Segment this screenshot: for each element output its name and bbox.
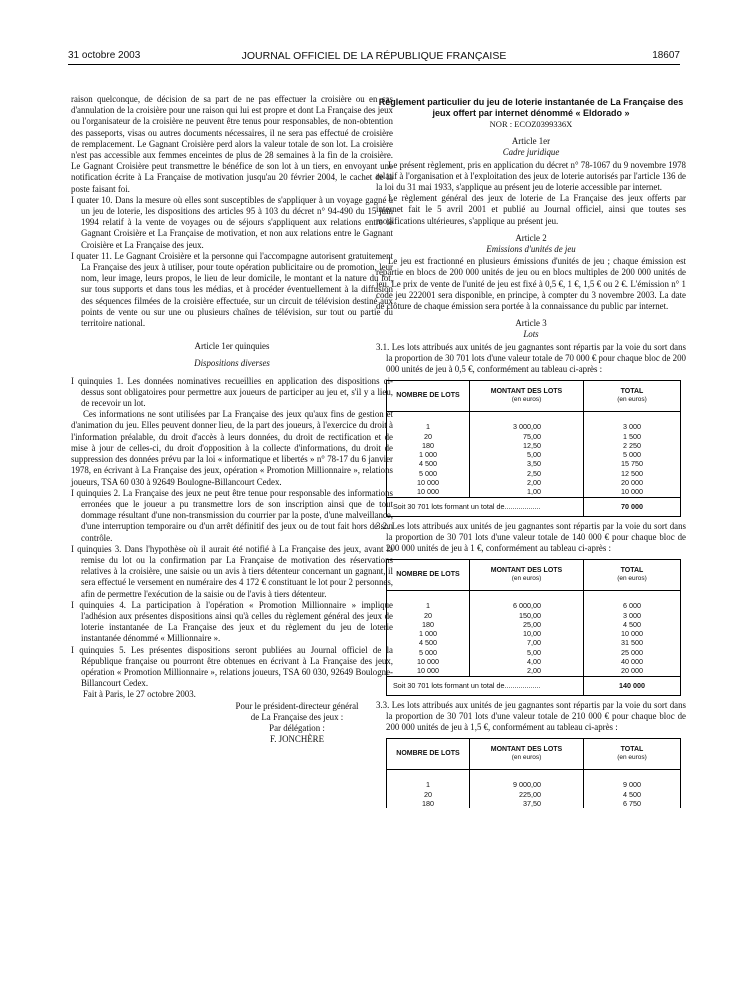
table-row: 180 37,50 6 750 [387, 799, 681, 808]
regulation-title: Règlement particulier du jeu de loterie instantanée de La Française des jeux offert par internet dénommé « Eldorado » [378, 97, 684, 118]
column-header: NOMBRE DE LOTS [387, 739, 470, 770]
lots-table-2 [386, 559, 681, 695]
paragraph: I quinquies 3. Dans l'hypothèse où il aurait été notifié à La Française des jeux, avant la remise du lot ou la confirmation par La Française de motivation des réservations relatives à la croisière, une saisie ou un avis à tiers détenteur concernant un gagnant, il sera effectué le versement en numéraire des 4 172 € constituant le lot pour 2 personnes, afin de permettre l'exécution de la saisie ou de l'avis à tiers détenteur. [71, 543, 393, 599]
table-row: 10 000 2,00 20 000 [387, 478, 681, 487]
table-row: 1 000 10,00 10 000 [387, 629, 681, 638]
column-header: NOMBRE DE LOTS [387, 560, 470, 591]
table-row: 180 12,50 2 250 [387, 441, 681, 450]
paragraph: I quater 11. Le Gagnant Croisière et la personne qui l'accompagne autorisent gratuitement La Française des jeux à utiliser, pour toute opération publicitaire ou de promotion, leur nom, leur image, leurs propos, le lieu de leur domicile, le montant et la nature du lot, sur tous supports et dans tous les médias, et à procéder éventuellement à la diffusion des séquences filmées de la croisière effectuée, sur un circuit de télévision destiné aux points de vente ou sur une ou plusieurs chaînes de télévision, sur tout ou partie du territoire national. [71, 250, 393, 329]
signature-line: de La Française des jeux : [250, 711, 344, 722]
table-row: 1 000 5,00 5 000 [387, 450, 681, 459]
table-row: 20 75,00 1 500 [387, 432, 681, 441]
article-title: Article 1er quinquies [194, 341, 270, 352]
paragraph: 3.3. Les lots attribués aux unités de jeu gagnantes sont répartis par la voie du sort dans la proportion de 30 701 lots d'une valeur totale de 210 000 € pour chaque bloc de 200 000 unités de jeu à 1,5 €, conformément au tableau ci-après : [376, 699, 686, 733]
signature-place-date: Fait à Paris, le 27 octobre 2003. [83, 689, 196, 700]
table-row: 180 25,00 4 500 [387, 620, 681, 629]
signatory-name: F. JONCHÈRE [269, 734, 325, 745]
column-header: MONTANT DES LOTS (en euros) [470, 381, 584, 412]
left-column [71, 94, 393, 745]
paragraph: 3.1. Les lots attribués aux unités de jeu gagnantes sont répartis par la voie du sort dans la proportion de 30 701 lots d'une valeur totale de 70 000 € pour chaque bloc de 200 000 unités de jeu à 0,5 €, conformément au tableau ci-après : [376, 341, 686, 375]
table-total-row: Soit 30 701 lots formant un total de.................. 140 000 [387, 676, 681, 695]
right-column [376, 97, 686, 812]
article-subtitle: Dispositions diverses [194, 358, 270, 369]
table-row: 20 225,00 4 500 [387, 790, 681, 799]
table-row: 1 3 000,00 3 000 [387, 412, 681, 432]
paragraph: I quinquies 2. La Française des jeux ne peut être tenue pour responsable des informations erronées que le joueur a pu transmettre lors de son inscription ainsi que de tout dommage résultant d'une non-transmission du courrier par la poste, d'une malveillance, d'une interruption temporaire ou d'un arrêt définitif des jeux ou de tout fait hors de son contrôle. [71, 487, 393, 543]
header-journal-title: JOURNAL OFFICIEL DE LA RÉPUBLIQUE FRANÇAISE [241, 50, 507, 62]
paragraph: Le jeu est fractionné en plusieurs émissions d'unités de jeu ; chaque émission est répartie en blocs de 200 000 unités de jeu ou en blocs multiples de 200 000 unités de jeu. Le prix de vente de l'unité de jeu est fixé à 0,5 €, 1 €, 1,5 € ou 2 €. L'émission n° 1 code jeu 222001 sera disponible, en principe, à compter du 3 novembre 2003. La date de clôture de chaque émission sera portée à la connaissance du public par internet. [376, 256, 686, 312]
column-header: MONTANT DES LOTS (en euros) [470, 560, 584, 591]
article-title: Article 1er [511, 136, 551, 147]
paragraph: raison quelconque, de décision de sa part de ne pas effectuer la croisière ou en cas d'annulation de la croisière pour une raison qui lui est propre et dont La Française des jeux ou l'organisateur de la croisière ne peuvent être tenus pour responsables, de non-obtention des passeports, visas ou autres documents nécessaires, il ne sera pas effectué de croisière de remplacement. Le Gagnant Croisière perd alors la valeur totale de son lot. La croisière n'est pas accessible aux femmes enceintes de plus de 28 semaines à la fin de la croisière. Le Gagnant Croisière peut transmettre le bénéfice de son lot à un tiers, en envoyant une notification écrite à La Française de motivation jusqu'au 20 février 2004, le cachet de la poste faisant foi. [71, 94, 393, 194]
lots-table-1 [386, 380, 681, 516]
nor-reference: NOR : ECOZ0399336X [489, 119, 573, 129]
header-date: 31 octobre 2003 [68, 50, 141, 61]
table-row: 5 000 5,00 25 000 [387, 648, 681, 657]
paragraph: Le présent règlement, pris en application du décret n° 78-1067 du 9 novembre 1978 relatif à l'organisation et à l'exploitation des jeux de loterie autorisés par l'article 136 de la loi du 31 mai 1933, s'applique au présent jeu de loterie accessible par internet. [376, 159, 686, 193]
page-header [68, 50, 680, 64]
table-row: 5 000 2,50 12 500 [387, 469, 681, 478]
table-row: 1 9 000,00 9 000 [387, 770, 681, 790]
article-title: Article 2 [515, 232, 547, 243]
table-row: 4 500 3,50 15 750 [387, 459, 681, 468]
article-title: Article 3 [515, 318, 547, 329]
paragraph: Le règlement général des jeux de loterie de La Française des jeux offerts par internet fait le 5 avril 2001 et publié au Journal officiel, ainsi que toutes ses modifications ultérieures, s'applique au présent jeu. [376, 193, 686, 226]
article-subtitle: Cadre juridique [502, 147, 560, 158]
paragraph: 3.2. Les lots attribués aux unités de jeu gagnantes sont répartis par la voie du sort dans la proportion de 30 701 lots d'une valeur totale de 140 000 € pour chaque bloc de 200 000 unités de jeu à 1 €, conformément au tableau ci-après : [376, 520, 686, 554]
column-header: NOMBRE DE LOTS [387, 381, 470, 412]
signature-line: Pour le président-directeur général [235, 700, 359, 711]
signature-line: Par délégation : [269, 722, 325, 733]
table-row: 20 150,00 3 000 [387, 611, 681, 620]
lots-table-3 [386, 738, 681, 808]
table-row: 4 500 7,00 31 500 [387, 638, 681, 647]
column-header: MONTANT DES LOTS (en euros) [470, 739, 584, 770]
header-page-number: 18607 [652, 50, 680, 61]
paragraph: I quinquies 4. La participation à l'opération « Promotion Millionnaire » implique l'adhésion aux présentes dispositions ainsi qu'à celles du règlement général des jeux de loterie instantanée de La Française des jeux et du règlement du jeu de loterie instantanée dénommé « Millionnaire ». [71, 599, 393, 644]
column-header: TOTAL (en euros) [584, 739, 681, 770]
column-header: TOTAL (en euros) [584, 560, 681, 591]
paragraph: I quater 10. Dans la mesure où elles sont susceptibles de s'appliquer à un voyage gagné à un jeu de loterie, les dispositions des articles 95 à 103 du décret n° 94-490 du 15 juin 1994 relatif à la vente de voyages ou de séjours s'appliquent aux relations entre le Gagnant Croisière et La Française de motivation, et non aux relations entre le Gagnant Croisière et La Française des jeux. [71, 194, 393, 250]
column-header: TOTAL (en euros) [584, 381, 681, 412]
paragraph: I quinquies 5. Les présentes dispositions seront publiées au Journal officiel de la République française ou pourront être obtenues en écrivant à La Française des jeux, opération « Promotion Millionnaire », relations joueurs, TSA 60 030, 92649 Boulogne-Billancourt Cedex. [71, 644, 393, 689]
table-row: 10 000 1,00 10 000 [387, 487, 681, 497]
header-rule [68, 64, 680, 65]
paragraph: Ces informations ne sont utilisées par La Française des jeux qu'aux fins de gestion et d'animation du jeu. Elles peuvent donner lieu, de la part des joueurs, à l'exercice du droit à l'information préalable, du droit d'accès à leurs données, du droit de rectification et de mise à jour de celles-ci, du droit d'opposition à la collecte d'informations, du droit de suppression des données prévu par la loi « informatique et libertés » n° 78-17 du 6 janvier 1978, en écrivant à La Française des jeux, opération « Promotion Millionnaire », relations joueurs, TSA 60 030 à 92649 Boulogne-Billancourt Cedex. [71, 409, 393, 487]
table-row: 1 6 000,00 6 000 [387, 591, 681, 611]
paragraph: I quinquies 1. Les données nominatives recueillies en application des dispositions ci-dessus sont obligatoires pour permettre aux joueurs de participer au jeu et, s'il y a lieu, de recevoir un lot. [71, 375, 393, 409]
article-subtitle: Emissions d'unités de jeu [486, 244, 576, 255]
table-row: 10 000 2,00 20 000 [387, 666, 681, 676]
table-total-row: Soit 30 701 lots formant un total de.................. 70 000 [387, 497, 681, 516]
table-row: 10 000 4,00 40 000 [387, 657, 681, 666]
article-subtitle: Lots [523, 329, 539, 340]
